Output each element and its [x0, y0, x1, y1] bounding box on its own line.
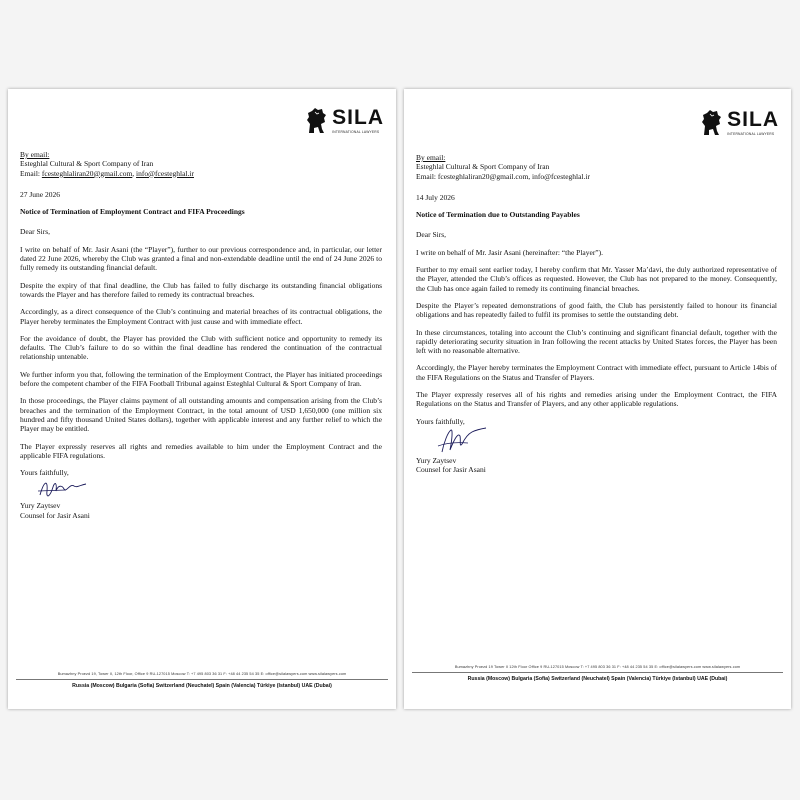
letter-body [416, 153, 777, 475]
signer-title: Counsel for Jasir Asani [20, 510, 90, 520]
paragraph: The Player expressly reserves all rights and remedies available to him under the Employment Contract and the applicable FIFA regulations. [20, 441, 382, 460]
logo-word: SILA [332, 106, 384, 129]
logo-word: SILA [727, 108, 779, 131]
salutation: Dear Sirs, [416, 230, 446, 240]
lion-icon [303, 107, 329, 135]
email-link-1[interactable]: fcesteghlaliran20@gmail.com [41, 168, 133, 178]
recipient-name: Esteghlal Cultural & Sport Company of Iran [416, 162, 550, 172]
letter-subject: Notice of Termination of Employment Contract and FIFA Proceedings [20, 207, 245, 217]
footer-divider [412, 672, 783, 673]
signature-scribble [36, 477, 96, 501]
email-separator: , [528, 171, 533, 181]
paragraph: In those proceedings, the Player claims payment of all outstanding amounts and compensation arising from the Club’s breaches and the termination of the Employment Contract, in the total amount of USD 1,650,000 (one million six hundred and fifty thousand United States dollars), together with applicable interest and any further relief to which the Player may be entitled. [20, 396, 382, 434]
footer-contact: Bumazhny Proezd 19 Tower II 12th Floor Office 9 RU-127015 Moscow T: +7 495 803 36 31 F: +48 44 235 54 35 E: office@silalawyers.com www.silalawyers.com [454, 665, 741, 669]
paragraph: I write on behalf of Mr. Jasir Asani (hereinafter: “the Player”). [416, 247, 604, 257]
letter-date: 27 June 2026 [20, 189, 60, 199]
letter-date: 14 July 2026 [416, 192, 455, 202]
salutation: Dear Sirs, [20, 227, 50, 237]
closing: Yours faithfully, [20, 468, 69, 478]
paragraph: Further to my email sent earlier today, I hereby confirm that Mr. Yasser Ma’davi, the duly authorized representative of the Player, attended the Club’s offices as requested. However, the Club has not prepared to the money. Consequently, the Club has once again failed to remedy its continuing financial breaches. [416, 265, 777, 293]
signer-name: Yury Zaytsev [20, 501, 61, 511]
sila-logo [698, 109, 779, 137]
letter-body [20, 150, 382, 520]
by-email-label: By email: [416, 153, 446, 162]
signer-title: Counsel for Jasir Asani [416, 465, 486, 475]
logo-subtitle: INTERNATIONAL LAWYERS [727, 132, 775, 136]
footer-offices: Russia (Moscow) Bulgaria (Sofia) Switzerland (Neuchatel) Spain (Valencia) Türkiye (Istanbul) UAE (Dubai) [467, 676, 728, 682]
closing: Yours faithfully, [416, 416, 465, 426]
email-prefix: Email: [20, 168, 42, 178]
email-link-2[interactable]: info@fcesteghlal.ir [532, 171, 590, 181]
paragraph: We further inform you that, following the termination of the Employment Contract, the Player has initiated proceedings before the competent chamber of the FIFA Football Tribunal against Esteghlal Cultural & Sport Company of Iran. [20, 369, 382, 389]
paragraph: Accordingly, the Player hereby terminates the Employment Contract with immediate effect, pursuant to Article 14bis of the FIFA Regulations on the Status and Transfer of Players. [416, 363, 777, 382]
email-link-1[interactable]: fcesteghlaliran20@gmail.com [437, 171, 529, 181]
footer-offices: Russia (Moscow) Bulgaria (Sofia) Switzerland (Neuchatel) Spain (Valencia) Türkiye (Istanbul) UAE (Dubai) [72, 683, 332, 689]
paragraph: Accordingly, as a direct consequence of the Club’s continuing and material breaches of its contractual obligations, the Player hereby terminates the Employment Contract with just cause and with immediate effect. [20, 307, 382, 326]
signer-name: Yury Zaytsev [416, 455, 457, 465]
email-line [416, 172, 777, 181]
letter-termination-fifa [8, 89, 396, 709]
address-block [416, 153, 777, 181]
paragraph: Despite the expiry of that final deadline, the Club has failed to fully discharge its outstanding financial obligations towards the Player and has therefore failed to remedy its contractual breaches. [20, 280, 382, 299]
paragraph: I write on behalf of Mr. Jasir Asani (the “Player”), further to our previous correspondence and, in particular, our letter dated 22 June 2026, whereby the Club was granted a final and non-extendable deadline until the end of 24 June 2026 to fully remedy its outstanding financial default. [20, 244, 382, 273]
sila-logo [303, 107, 384, 135]
letter-subject: Notice of Termination due to Outstanding Payables [416, 210, 580, 220]
letter-footer [16, 672, 388, 689]
email-separator: , [132, 168, 137, 178]
signature [416, 426, 777, 456]
logo-subtitle: INTERNATIONAL LAWYERS [332, 130, 380, 134]
paragraph: Despite the Player’s repeated demonstrations of good faith, the Club has persistently failed to honour its financial obligations and has repeatedly failed to fulfil its promises to settle the outstanding debt. [416, 300, 777, 320]
letter-termination-payables [404, 89, 791, 709]
paragraph: The Player expressly reserves all of his rights and remedies arising under the Employment Contract, the FIFA Regulations on the Status and Transfer of Players, and any other applicable regulations. [416, 390, 777, 409]
letter-footer [412, 665, 783, 682]
recipient-name: Esteghlal Cultural & Sport Company of Iran [20, 159, 154, 169]
email-prefix: Email: [416, 171, 438, 181]
signature [20, 477, 382, 501]
email-link-2[interactable]: info@fcesteghlal.ir [136, 168, 194, 178]
paragraph: For the avoidance of doubt, the Player has provided the Club with sufficient notice and opportunity to remedy its defaults. The Club’s failure to do so within the final deadline has rendered the continuation of the contractual relationship untenable. [20, 333, 382, 362]
address-block [20, 150, 382, 178]
email-line [20, 169, 382, 178]
footer-contact: Bumazhny Proezd 19, Tower II, 12th Floor, Office 9 RU-127015 Moscow T: +7 495 803 36 31 F: +48 44 235 54 35 E: office@silalawyers.com www.silalawyers.com [57, 672, 347, 676]
footer-divider [16, 679, 388, 680]
paragraph: In these circumstances, totaling into account the Club’s continuing and significant financial default, together with the rapidly deteriorating security situation in Iran following the recent attacks by United States forces, the Player has been left with no reasonable alternative. [416, 327, 777, 356]
by-email-label: By email: [20, 150, 50, 159]
lion-icon [698, 109, 724, 137]
signature-scribble [432, 426, 502, 456]
